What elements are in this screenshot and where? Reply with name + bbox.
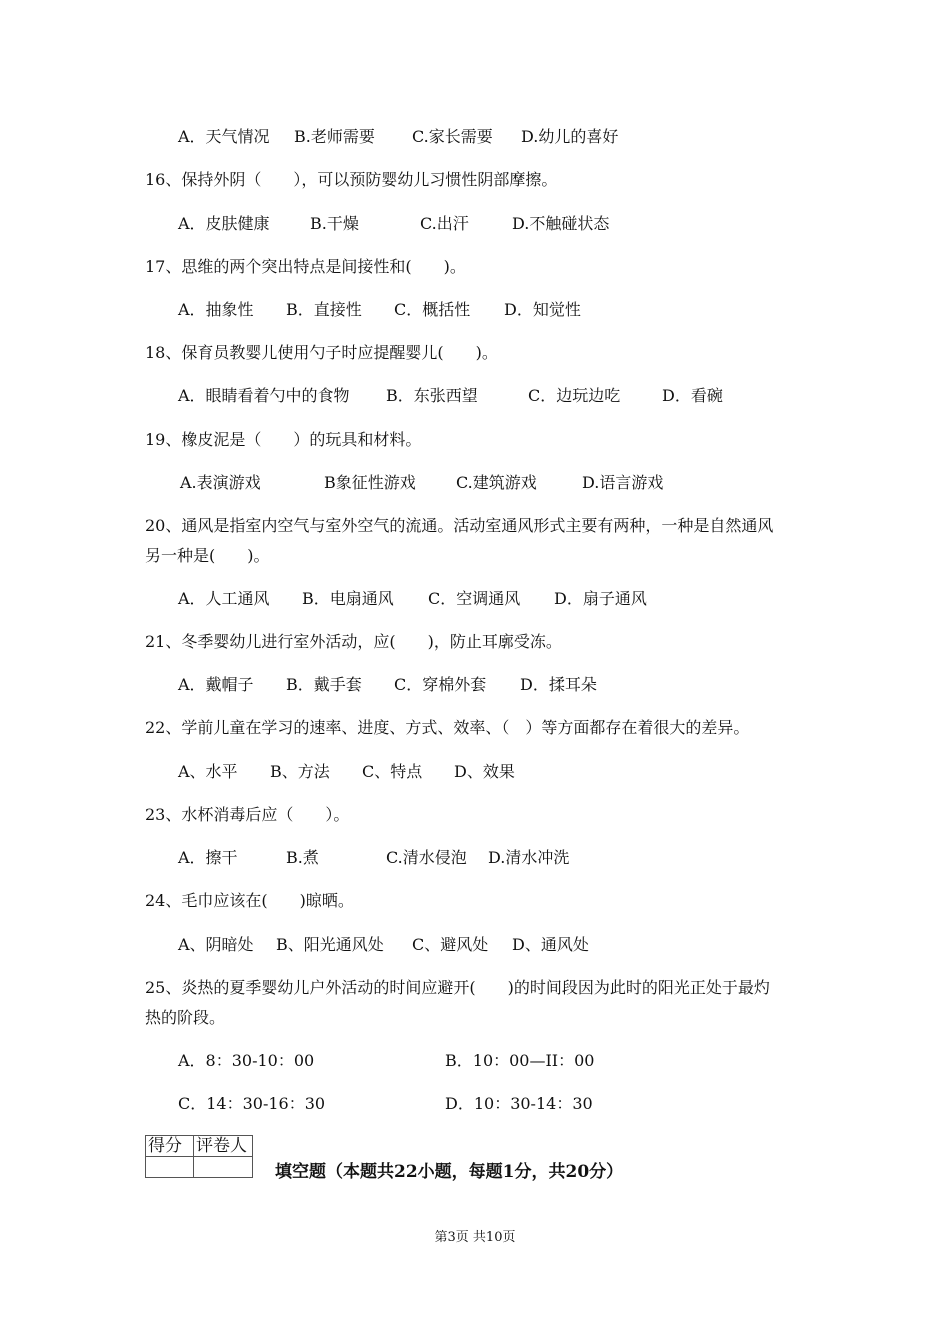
score-table [145,1135,253,1178]
q22-text: 22、学前儿童在学习的速率、进度、方式、效率、（ ）等方面都存在着很大的差异。 [145,718,750,737]
q17-option-d: D．知觉性 [504,300,581,319]
grader-cell[interactable] [194,1157,253,1178]
q25-option-d: D．10：30-14：30 [445,1094,593,1113]
q18-option-d: D．看碗 [662,386,723,405]
q19-option-b: B象征性游戏 [324,473,416,492]
score-header: 得分 [146,1136,194,1157]
score-table-header-row [146,1136,253,1157]
q15-option-a: A．天气情况 [178,127,270,146]
q25-option-a: A．8：30-10：00 [178,1051,315,1070]
q18-option-a: A．眼睛看着勺中的食物 [178,386,350,405]
q21-option-d: D．揉耳朵 [520,675,597,694]
q21-text: 21、冬季婴幼儿进行室外活动，应( )，防止耳廓受冻。 [145,632,562,651]
q23-option-d: D.清水冲洗 [488,848,570,867]
q16-option-d: D.不触碰状态 [512,214,610,233]
q19-option-c: C.建筑游戏 [456,473,537,492]
q23-text: 23、水杯消毒后应（ ）。 [145,805,350,824]
q20-option-b: B．电扇通风 [302,589,394,608]
q23-option-c: C.清水侵泡 [386,848,467,867]
q24-option-b: B、阳光通风处 [276,935,384,954]
q25-text-line2: 热的阶段。 [145,1008,226,1027]
page-footer: 第3页 共10页 [434,1230,516,1245]
q20-option-d: D．扇子通风 [554,589,647,608]
q21-option-a: A．戴帽子 [178,675,254,694]
q17-option-b: B．直接性 [286,300,362,319]
q22-option-b: B、方法 [270,762,330,781]
q20-option-a: A．人工通风 [178,589,270,608]
q19-text: 19、橡皮泥是（ ）的玩具和材料。 [145,430,422,449]
q24-text: 24、毛巾应该在( )晾晒。 [145,891,354,910]
q15-option-b: B.老师需要 [294,127,375,146]
q20-text-line2: 另一种是( )。 [145,546,270,565]
q18-text: 18、保育员教婴儿使用勺子时应提醒婴儿( )。 [145,343,498,362]
q23-option-b: B.煮 [286,848,319,867]
q16-option-a: A．皮肤健康 [178,214,270,233]
q25-option-b: B．10：00—II：00 [445,1051,595,1070]
q20-option-c: C．空调通风 [428,589,521,608]
score-cell[interactable] [146,1157,194,1178]
q23-option-a: A．擦干 [178,848,238,867]
q25-text-line1: 25、炎热的夏季婴幼儿户外活动的时间应避开( )的时间段因为此时的阳光正处于最灼 [145,978,770,997]
q16-text: 16、保持外阴（ ），可以预防婴幼儿习惯性阴部摩擦。 [145,170,558,189]
q17-text: 17、思维的两个突出特点是间接性和( )。 [145,257,466,276]
q16-option-c: C.出汗 [420,214,469,233]
q15-option-d: D.幼儿的喜好 [521,127,619,146]
score-table-blank-row [146,1157,253,1178]
section-title: 填空题（本题共22小题，每题1分，共20分） [275,1162,624,1182]
q22-option-a: A、水平 [178,762,238,781]
q21-option-c: C．穿棉外套 [394,675,487,694]
q24-option-c: C、避风处 [412,935,489,954]
q16-option-b: B.干燥 [310,214,359,233]
q19-option-a: A.表演游戏 [180,473,261,492]
q18-option-b: B．东张西望 [386,386,478,405]
q19-option-d: D.语言游戏 [582,473,664,492]
q18-option-c: C．边玩边吃 [528,386,621,405]
q17-option-a: A．抽象性 [178,300,254,319]
grader-header: 评卷人 [194,1136,253,1157]
q24-option-a: A、阴暗处 [178,935,254,954]
q20-text-line1: 20、通风是指室内空气与室外空气的流通。活动室通风形式主要有两种，一种是自然通风 [145,516,774,535]
q22-option-c: C、特点 [362,762,423,781]
q22-option-d: D、效果 [454,762,515,781]
q17-option-c: C．概括性 [394,300,471,319]
q21-option-b: B．戴手套 [286,675,362,694]
q15-option-c: C.家长需要 [412,127,493,146]
q24-option-d: D、通风处 [512,935,589,954]
q25-option-c: C．14：30-16：30 [178,1094,326,1113]
